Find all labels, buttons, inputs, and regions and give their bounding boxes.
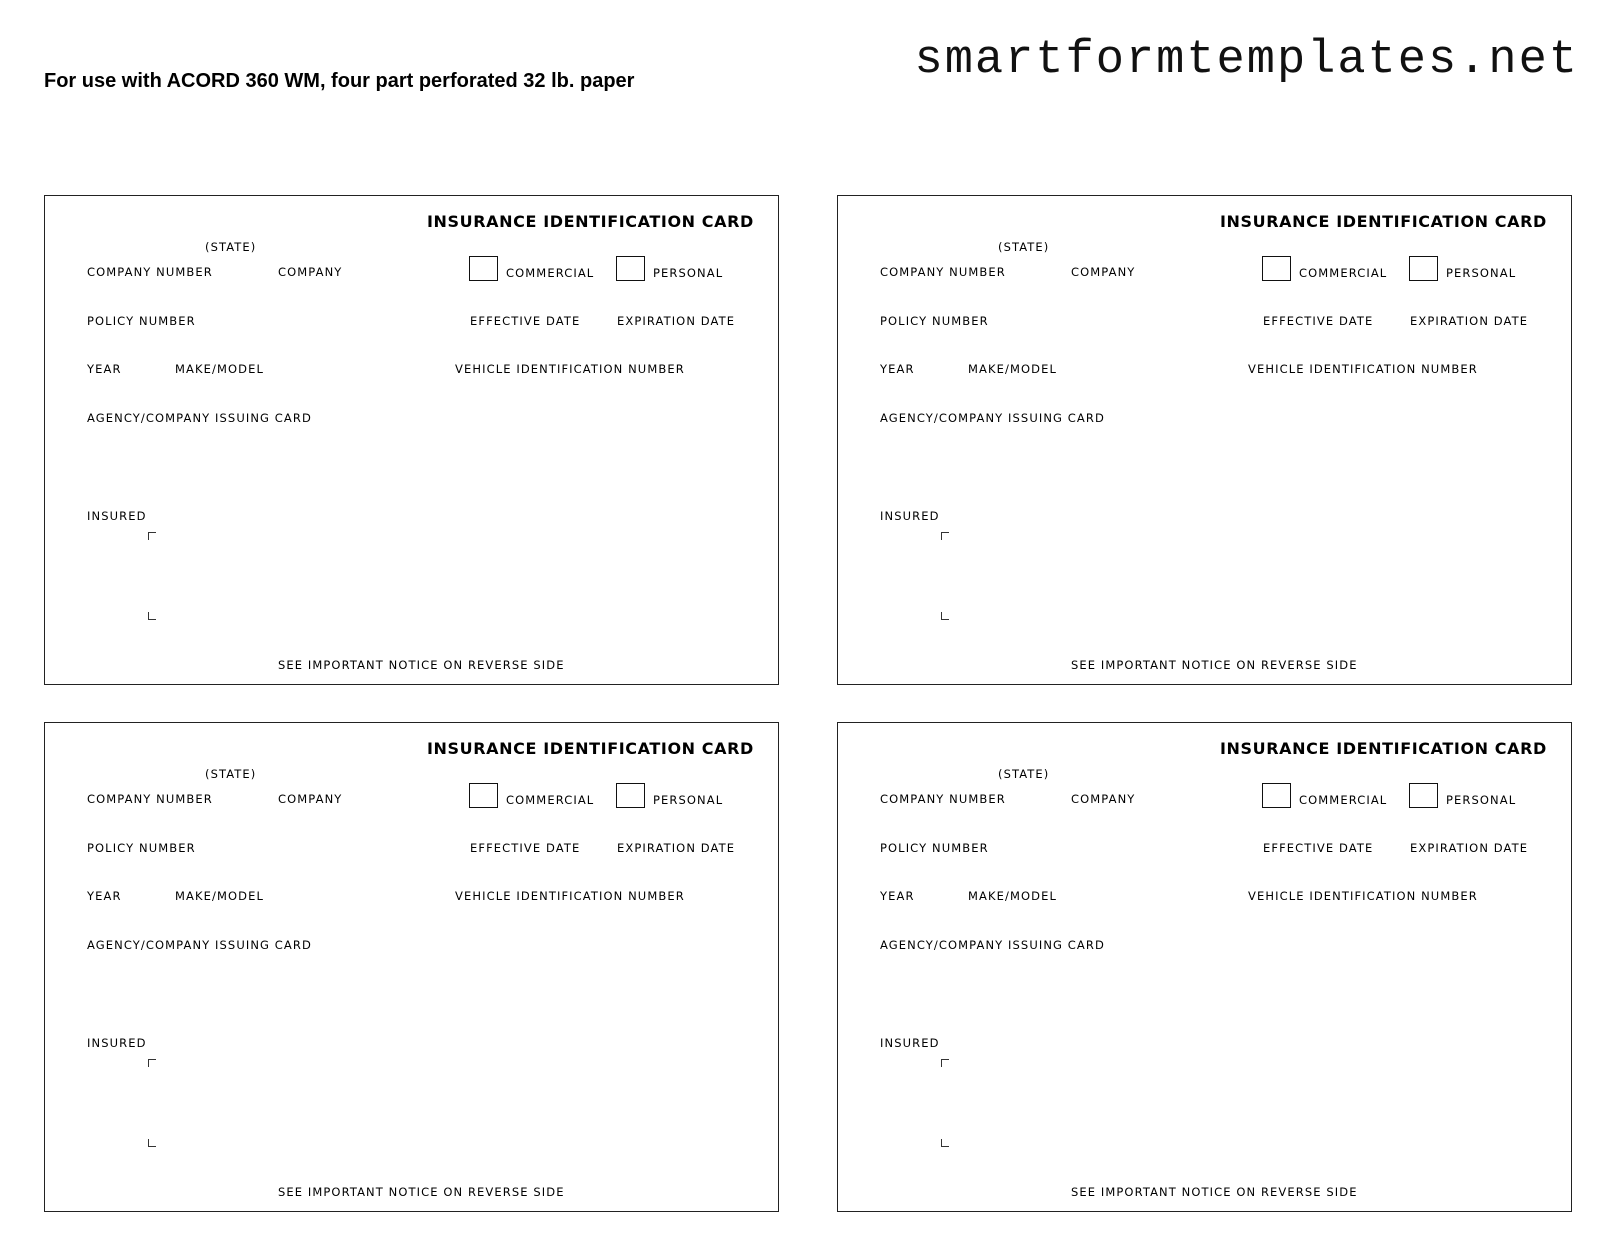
notice-label: SEE IMPORTANT NOTICE ON REVERSE SIDE — [278, 1185, 565, 1199]
vin-label: VEHICLE IDENTIFICATION NUMBER — [1248, 889, 1478, 903]
address-corner-bottom-icon — [941, 612, 949, 620]
commercial-label: COMMERCIAL — [506, 793, 595, 807]
policy-number-label: POLICY NUMBER — [880, 314, 989, 328]
expiration-date-label: EXPIRATION DATE — [617, 314, 736, 328]
effective-date-label: EFFECTIVE DATE — [470, 314, 581, 328]
effective-date-label: EFFECTIVE DATE — [1263, 841, 1374, 855]
personal-label: PERSONAL — [1446, 266, 1517, 280]
state-label: (STATE) — [205, 240, 257, 254]
card-title: INSURANCE IDENTIFICATION CARD — [1220, 739, 1547, 758]
agency-label: AGENCY/COMPANY ISSUING CARD — [880, 938, 1105, 952]
vin-label: VEHICLE IDENTIFICATION NUMBER — [1248, 362, 1478, 376]
company-number-label: COMPANY NUMBER — [87, 265, 213, 279]
card-title: INSURANCE IDENTIFICATION CARD — [427, 739, 754, 758]
policy-number-label: POLICY NUMBER — [880, 841, 989, 855]
address-corner-top-icon — [941, 532, 949, 540]
year-label: YEAR — [880, 889, 915, 903]
commercial-checkbox[interactable] — [1262, 783, 1291, 808]
make-model-label: MAKE/MODEL — [968, 889, 1057, 903]
personal-checkbox[interactable] — [616, 783, 645, 808]
expiration-date-label: EXPIRATION DATE — [1410, 841, 1529, 855]
address-corner-bottom-icon — [148, 612, 156, 620]
personal-label: PERSONAL — [1446, 793, 1517, 807]
year-label: YEAR — [87, 362, 122, 376]
policy-number-label: POLICY NUMBER — [87, 841, 196, 855]
make-model-label: MAKE/MODEL — [175, 889, 264, 903]
insurance-card — [837, 195, 1572, 685]
agency-label: AGENCY/COMPANY ISSUING CARD — [880, 411, 1105, 425]
state-label: (STATE) — [205, 767, 257, 781]
address-corner-bottom-icon — [941, 1139, 949, 1147]
company-number-label: COMPANY NUMBER — [87, 792, 213, 806]
address-corner-top-icon — [148, 1059, 156, 1067]
card-title: INSURANCE IDENTIFICATION CARD — [427, 212, 754, 231]
personal-checkbox[interactable] — [1409, 256, 1438, 281]
effective-date-label: EFFECTIVE DATE — [1263, 314, 1374, 328]
personal-checkbox[interactable] — [1409, 783, 1438, 808]
personal-checkbox[interactable] — [616, 256, 645, 281]
vin-label: VEHICLE IDENTIFICATION NUMBER — [455, 362, 685, 376]
policy-number-label: POLICY NUMBER — [87, 314, 196, 328]
commercial-label: COMMERCIAL — [506, 266, 595, 280]
company-label: COMPANY — [278, 792, 343, 806]
card-title: INSURANCE IDENTIFICATION CARD — [1220, 212, 1547, 231]
insured-label: INSURED — [87, 1036, 147, 1050]
company-label: COMPANY — [1071, 792, 1136, 806]
insurance-card — [44, 722, 779, 1212]
notice-label: SEE IMPORTANT NOTICE ON REVERSE SIDE — [278, 658, 565, 672]
insurance-card — [837, 722, 1572, 1212]
make-model-label: MAKE/MODEL — [175, 362, 264, 376]
insured-label: INSURED — [87, 509, 147, 523]
make-model-label: MAKE/MODEL — [968, 362, 1057, 376]
commercial-checkbox[interactable] — [1262, 256, 1291, 281]
commercial-label: COMMERCIAL — [1299, 793, 1388, 807]
address-corner-top-icon — [941, 1059, 949, 1067]
company-label: COMPANY — [278, 265, 343, 279]
commercial-label: COMMERCIAL — [1299, 266, 1388, 280]
address-corner-top-icon — [148, 532, 156, 540]
state-label: (STATE) — [998, 240, 1050, 254]
expiration-date-label: EXPIRATION DATE — [1410, 314, 1529, 328]
insured-label: INSURED — [880, 1036, 940, 1050]
commercial-checkbox[interactable] — [469, 783, 498, 808]
insurance-card — [44, 195, 779, 685]
year-label: YEAR — [880, 362, 915, 376]
notice-label: SEE IMPORTANT NOTICE ON REVERSE SIDE — [1071, 1185, 1358, 1199]
agency-label: AGENCY/COMPANY ISSUING CARD — [87, 411, 312, 425]
personal-label: PERSONAL — [653, 266, 724, 280]
page-title: For use with ACORD 360 WM, four part perforated 32 lb. paper — [44, 70, 635, 92]
company-number-label: COMPANY NUMBER — [880, 792, 1006, 806]
effective-date-label: EFFECTIVE DATE — [470, 841, 581, 855]
year-label: YEAR — [87, 889, 122, 903]
agency-label: AGENCY/COMPANY ISSUING CARD — [87, 938, 312, 952]
notice-label: SEE IMPORTANT NOTICE ON REVERSE SIDE — [1071, 658, 1358, 672]
brand-watermark: smartformtemplates.net — [914, 34, 1579, 87]
commercial-checkbox[interactable] — [469, 256, 498, 281]
insured-label: INSURED — [880, 509, 940, 523]
company-number-label: COMPANY NUMBER — [880, 265, 1006, 279]
state-label: (STATE) — [998, 767, 1050, 781]
company-label: COMPANY — [1071, 265, 1136, 279]
expiration-date-label: EXPIRATION DATE — [617, 841, 736, 855]
vin-label: VEHICLE IDENTIFICATION NUMBER — [455, 889, 685, 903]
personal-label: PERSONAL — [653, 793, 724, 807]
address-corner-bottom-icon — [148, 1139, 156, 1147]
